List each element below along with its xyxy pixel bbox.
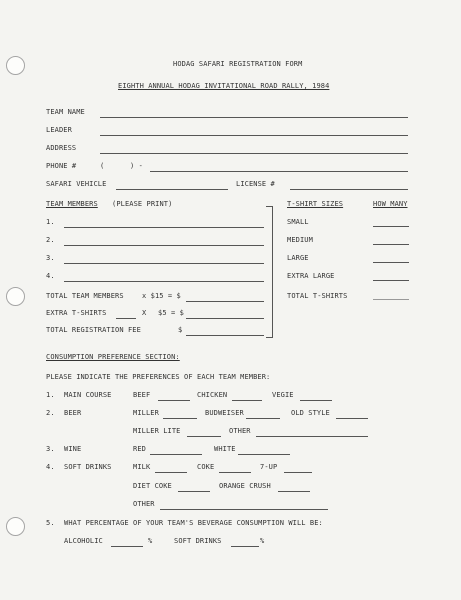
milk-label: MILK <box>133 463 151 471</box>
team-name-field[interactable] <box>100 117 408 118</box>
beer-other-field[interactable] <box>256 436 368 437</box>
soft-drinks-label: SOFT DRINKS <box>64 463 112 471</box>
consumption-header: CONSUMPTION PREFERENCE SECTION: <box>46 353 180 361</box>
phone-paren-close: ) - <box>130 162 143 170</box>
budweiser-label: BUDWEISER <box>205 409 244 417</box>
member-field-1[interactable] <box>64 227 264 228</box>
wine-label: WINE <box>64 445 82 453</box>
total-team-members-field[interactable] <box>186 301 264 302</box>
chicken-field[interactable] <box>232 400 262 401</box>
total-tshirts-field[interactable] <box>373 299 409 300</box>
orange-crush-label: ORANGE CRUSH <box>219 482 271 490</box>
alcoholic-pct-field[interactable] <box>111 546 143 547</box>
tshirt-size-extra-large: EXTRA LARGE <box>287 272 335 280</box>
wine-number: 3. <box>46 445 55 453</box>
binder-hole-bottom <box>6 517 25 536</box>
how-many-header: HOW MANY <box>373 200 408 208</box>
safari-vehicle-label: SAFARI VEHICLE <box>46 180 107 188</box>
team-members-header: TEAM MEMBERS <box>46 200 98 208</box>
main-course-label: MAIN COURSE <box>64 391 112 399</box>
miller-field[interactable] <box>163 418 197 419</box>
phone-paren-open: ( <box>100 162 105 170</box>
member-field-2[interactable] <box>64 245 264 246</box>
extra-large-qty-field[interactable] <box>373 280 409 281</box>
form-subtitle: EIGHTH ANNUAL HODAG INVITATIONAL ROAD RALLY, 1984 <box>118 82 330 90</box>
soft-drinks-pct-label: SOFT DRINKS <box>174 537 222 545</box>
tshirt-size-large: LARGE <box>287 254 309 262</box>
registration-fee-label: TOTAL REGISTRATION FEE <box>46 326 141 334</box>
large-qty-field[interactable] <box>373 262 409 263</box>
soft-drinks-pct-sign: % <box>260 537 265 545</box>
extra-tshirts-qty-field[interactable] <box>116 318 136 319</box>
registration-fee-calc: $ <box>178 326 183 334</box>
medium-qty-field[interactable] <box>373 244 409 245</box>
member-field-3[interactable] <box>64 263 264 264</box>
red-label: RED <box>133 445 146 453</box>
coke-field[interactable] <box>219 472 251 473</box>
leader-label: LEADER <box>46 126 72 134</box>
chicken-label: CHICKEN <box>197 391 228 399</box>
beverage-number: 5. <box>46 519 55 527</box>
leader-field[interactable] <box>100 135 408 136</box>
registration-fee-field[interactable] <box>186 335 264 336</box>
beer-other-label: OTHER <box>229 427 251 435</box>
miller-lite-field[interactable] <box>187 436 221 437</box>
soft-drinks-number: 4. <box>46 463 55 471</box>
phone-field[interactable] <box>150 171 408 172</box>
coke-label: COKE <box>197 463 215 471</box>
white-field[interactable] <box>238 454 290 455</box>
binder-hole-middle <box>6 287 25 306</box>
member-number-2: 2. <box>46 236 55 244</box>
small-qty-field[interactable] <box>373 226 409 227</box>
white-label: WHITE <box>214 445 236 453</box>
tshirt-size-medium: MEDIUM <box>287 236 313 244</box>
seven-up-field[interactable] <box>284 472 312 473</box>
member-number-1: 1. <box>46 218 55 226</box>
form-title: HODAG SAFARI REGISTRATION FORM <box>173 60 303 68</box>
soft-drinks-other-label: OTHER <box>133 500 155 508</box>
total-team-members-label: TOTAL TEAM MEMBERS <box>46 292 124 300</box>
please-print-note: (PLEASE PRINT) <box>112 200 173 208</box>
address-field[interactable] <box>100 153 408 154</box>
beer-label: BEER <box>64 409 82 417</box>
alcoholic-label: ALCOHOLIC <box>64 537 103 545</box>
team-name-label: TEAM NAME <box>46 108 85 116</box>
beef-label: BEEF <box>133 391 151 399</box>
soft-drinks-other-field[interactable] <box>160 509 328 510</box>
vegie-label: VEGIE <box>272 391 294 399</box>
miller-label: MILLER <box>133 409 159 417</box>
old-style-label: OLD STYLE <box>291 409 330 417</box>
member-number-3: 3. <box>46 254 55 262</box>
tshirt-section-bracket <box>266 206 273 338</box>
miller-lite-label: MILLER LITE <box>133 427 181 435</box>
soft-drinks-pct-field[interactable] <box>231 546 259 547</box>
binder-hole-top <box>6 56 25 75</box>
address-label: ADDRESS <box>46 144 77 152</box>
diet-coke-label: DIET COKE <box>133 482 172 490</box>
alcoholic-pct-sign: % <box>148 537 153 545</box>
license-label: LICENSE # <box>236 180 275 188</box>
total-tshirts-label: TOTAL T-SHIRTS <box>287 292 348 300</box>
member-number-4: 4. <box>46 272 55 280</box>
tshirt-size-small: SMALL <box>287 218 309 226</box>
beer-number: 2. <box>46 409 55 417</box>
consumption-instruction: PLEASE INDICATE THE PREFERENCES OF EACH TEAM MEMBER: <box>46 373 271 381</box>
red-field[interactable] <box>150 454 202 455</box>
diet-coke-field[interactable] <box>178 491 210 492</box>
member-field-4[interactable] <box>64 281 264 282</box>
phone-label: PHONE # <box>46 162 77 170</box>
beverage-question: WHAT PERCENTAGE OF YOUR TEAM'S BEVERAGE CONSUMPTION WILL BE: <box>64 519 323 527</box>
orange-crush-field[interactable] <box>278 491 310 492</box>
safari-vehicle-field[interactable] <box>116 189 228 190</box>
extra-tshirts-label: EXTRA T-SHIRTS <box>46 309 107 317</box>
milk-field[interactable] <box>155 472 187 473</box>
license-field[interactable] <box>290 189 408 190</box>
vegie-field[interactable] <box>300 400 332 401</box>
budweiser-field[interactable] <box>246 418 280 419</box>
beef-field[interactable] <box>158 400 190 401</box>
main-course-number: 1. <box>46 391 55 399</box>
extra-tshirts-calc: X <box>142 309 147 317</box>
extra-tshirts-price: $5 = $ <box>158 309 184 317</box>
extra-tshirts-total-field[interactable] <box>186 318 264 319</box>
seven-up-label: 7-UP <box>260 463 278 471</box>
total-team-members-calc: x $15 = $ <box>142 292 181 300</box>
tshirt-sizes-header: T-SHIRT SIZES <box>287 200 344 208</box>
old-style-field[interactable] <box>336 418 368 419</box>
